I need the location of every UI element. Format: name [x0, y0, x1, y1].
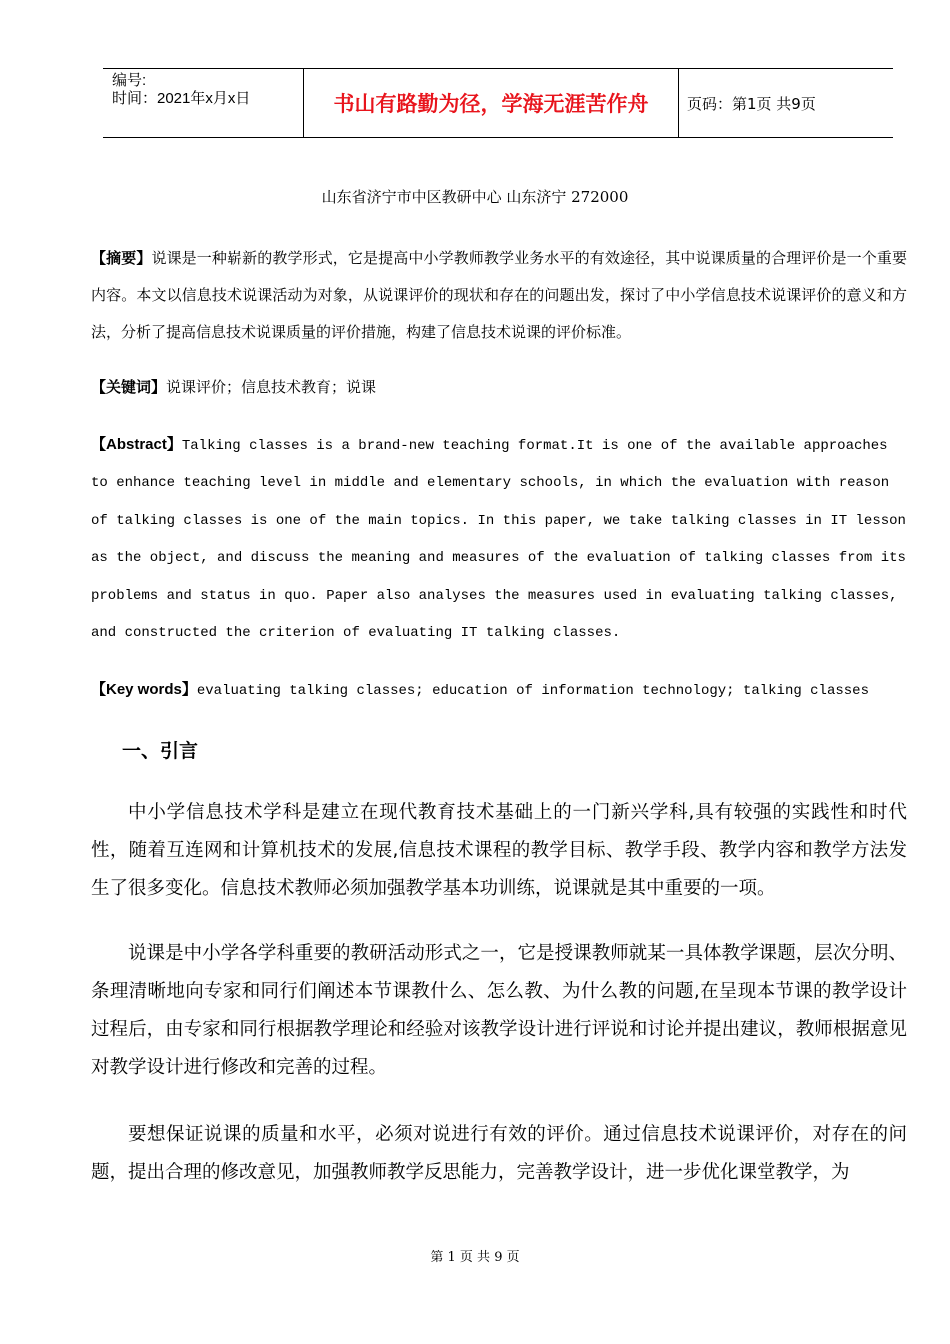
abstract-cn-label: 【摘要】 [91, 249, 152, 267]
time-label: 时间：2021年x月x日 [112, 90, 251, 107]
header-meta [103, 69, 303, 137]
keywords-cn-label: 【关键词】 [91, 378, 167, 396]
keywords-en-text: evaluating talking classes; education of information technology; talking classes [196, 683, 869, 699]
abstract-cn-text: 说课是一种崭新的教学形式，它是提高中小学教师教学业务水平的有效途径，其中说课质量的合理评价是一个重要内容。本文以信息技术说课活动为对象，从说课评价的现状和存在的问题出发，探讨了中小学信息技术说课评价的意义和方法，分析了提高信息技术说课质量的评价措施，构建了信息技术说课的评价标准。 [91, 249, 907, 341]
abstract-en [91, 426, 907, 652]
section-heading: 一、引言 [122, 740, 199, 762]
keywords-en-label: 【Key words】 [91, 681, 197, 698]
keywords-cn [91, 376, 376, 398]
page-indicator: 页码：第1页 共9页 [687, 94, 816, 113]
paragraph: 中小学信息技术学科是建立在现代教育技术基础上的一门新兴学科,具有较强的实践性和时代性，随着互连网和计算机技术的发展,信息技术课程的教学目标、教学手段、教学内容和教学方法发生了很多变化。信息技术教师必须加强教学基本功训练，说课就是其中重要的一项。 [91, 802, 907, 899]
paragraph: 要想保证说课的质量和水平，必须对说进行有效的评价。通过信息技术说课评价，对存在的问题，提出合理的修改意见，加强教师教学反思能力，完善教学设计，进一步优化课堂教学，为 [91, 1124, 907, 1183]
abstract-en-label: 【Abstract】 [91, 436, 182, 453]
paragraph: 说课是中小学各学科重要的教研活动形式之一，它是授课教师就某一具体教学课题，层次分明、条理清晰地向专家和同行们阐述本节课教什么、怎么教、为什么教的问题,在呈现本节课的教学设计过程后，由专家和同行根据教学理论和经验对该教学设计进行评说和讨论并提出建议，教师根据意见对教学设计进行修改和完善的过程。 [91, 943, 907, 1078]
keywords-cn-text: 说课评价；信息技术教育；说课 [166, 378, 377, 396]
number-label: 编号: [112, 72, 147, 89]
header-table [103, 68, 893, 138]
abstract-cn [91, 240, 907, 351]
header-motto: 书山有路勤为径，学海无涯苦作舟 [303, 69, 679, 137]
abstract-en-text: Talking classes is a brand-new teaching format.It is one of the available approaches to enhance teaching level in middle and elementary schools, in which the evaluation with reason of talking classes is one of the main topics. In this paper, we take talking classes in IT lesson as the object, and discuss the meaning and measures of the evaluation of talking classes from its problems and status in quo. Paper also analyses the measures used in evaluating talking classes, and constructed the criterion of evaluating IT talking classes. [91, 438, 906, 642]
page-footer: 第 1 页 共 9 页 [430, 1250, 520, 1265]
keywords-en [91, 679, 869, 702]
affiliation: 山东省济宁市中区教研中心 山东济宁 272000 [321, 188, 629, 206]
